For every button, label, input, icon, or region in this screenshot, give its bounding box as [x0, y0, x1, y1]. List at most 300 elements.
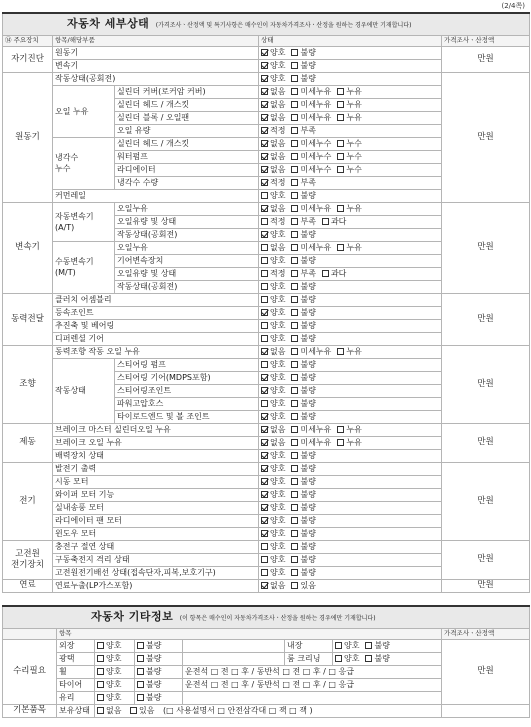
status-options[interactable] [259, 579, 442, 592]
checkbox-icon[interactable] [291, 244, 298, 251]
checked-checkbox-icon[interactable] [261, 101, 268, 108]
option-label: 미세누수 [300, 139, 332, 148]
checkbox-icon[interactable] [291, 166, 298, 173]
price-cell: 만원 [442, 540, 530, 579]
option-label: 불량 [300, 399, 316, 408]
option-label: 없음 [270, 425, 286, 434]
status-options[interactable] [259, 85, 442, 98]
price-other: 만원 [442, 639, 530, 704]
option-label: 양호 [270, 568, 286, 577]
status-options[interactable] [259, 280, 442, 293]
status-options[interactable] [259, 293, 442, 306]
item-label: 작동상태(공회전) [53, 72, 259, 85]
option-label: 없음 [270, 87, 286, 96]
option-label: 불량 [300, 516, 316, 525]
checkbox-icon[interactable] [291, 153, 298, 160]
checkbox-icon[interactable] [261, 361, 268, 368]
checkbox-icon[interactable] [291, 231, 298, 238]
checked-checkbox-icon[interactable] [261, 465, 268, 472]
header-device: ⑭ 주요장치 [3, 35, 53, 46]
checkbox-icon[interactable] [261, 283, 268, 290]
checkbox-icon[interactable] [261, 322, 268, 329]
option-label: 부족 [300, 178, 316, 187]
option-label: 누유 [346, 425, 362, 434]
room-cleaning-status[interactable]: 양호 불량 [333, 652, 442, 665]
checked-checkbox-icon[interactable] [261, 387, 268, 394]
option-label: 누유 [346, 100, 362, 109]
checked-checkbox-icon[interactable] [261, 426, 268, 433]
checkbox-icon[interactable] [291, 257, 298, 264]
option-label: 불량 [300, 308, 316, 317]
checkbox-icon[interactable] [335, 655, 342, 662]
item-label: 스티어링 펌프 [115, 358, 259, 371]
status-options[interactable] [259, 215, 442, 228]
option-label: 불량 [300, 503, 316, 512]
item-label: 냉각수 수량 [115, 176, 259, 189]
option-label: 적정 [270, 126, 286, 135]
checkbox-icon[interactable] [261, 270, 268, 277]
checked-checkbox-icon[interactable] [261, 530, 268, 537]
checkbox-icon[interactable] [291, 322, 298, 329]
checkbox-icon[interactable] [335, 642, 342, 649]
option-label: 양호 [270, 334, 286, 343]
checked-checkbox-icon[interactable] [261, 62, 268, 69]
checked-checkbox-icon[interactable] [261, 205, 268, 212]
table-row [3, 293, 530, 306]
checkbox-icon[interactable] [291, 179, 298, 186]
option-label: 미세누유 [300, 347, 332, 356]
table-row [3, 462, 530, 475]
checkbox-icon[interactable] [291, 439, 298, 446]
option-label: 누유 [346, 438, 362, 447]
checkbox-icon[interactable] [97, 642, 104, 649]
header-item2: 항목 [57, 628, 442, 639]
option-label: 양호 [270, 308, 286, 317]
item-label: 워터펌프 [115, 150, 259, 163]
checkbox-icon[interactable] [291, 413, 298, 420]
checkbox-icon[interactable] [337, 114, 344, 121]
option-label: 불량 [300, 191, 316, 200]
checkbox-icon[interactable] [322, 218, 329, 225]
wheel-position[interactable]: 운전석 □ 전 □ 후 / 동반석 □ 전 □ 후 / □ 응급 [183, 665, 442, 678]
checkbox-icon[interactable] [261, 556, 268, 563]
option-label: 불량 [300, 568, 316, 577]
checkbox-icon[interactable] [291, 452, 298, 459]
option-label: 양호 [270, 360, 286, 369]
tire-good[interactable]: 양호 [95, 678, 135, 691]
checked-checkbox-icon[interactable] [261, 49, 268, 56]
checkbox-icon[interactable] [337, 426, 344, 433]
checked-checkbox-icon[interactable] [261, 231, 268, 238]
option-label: 적정 [270, 178, 286, 187]
checked-checkbox-icon[interactable] [261, 75, 268, 82]
status-options[interactable] [259, 449, 442, 462]
wheel-good[interactable]: 양호 [95, 665, 135, 678]
item-label: 오일유량 및 상태 [115, 215, 259, 228]
device-category: 조향 [3, 345, 53, 423]
checked-checkbox-icon[interactable] [261, 114, 268, 121]
header-item: 항목/해당부품 [53, 35, 259, 46]
item-label: 오일누유 [115, 202, 259, 215]
header-blank [3, 628, 57, 639]
checkbox-icon[interactable] [291, 478, 298, 485]
status-options[interactable] [259, 540, 442, 553]
status-options[interactable] [259, 241, 442, 254]
checkbox-icon[interactable] [137, 655, 144, 662]
checkbox-icon[interactable] [291, 582, 298, 589]
header-price2: 가격조사ㆍ산정액 [442, 628, 530, 639]
option-label: 없음 [270, 438, 286, 447]
checkbox-icon[interactable] [137, 642, 144, 649]
status-options[interactable] [259, 371, 442, 384]
checkbox-icon[interactable] [97, 707, 104, 714]
option-label: 없음 [270, 243, 286, 252]
status-options[interactable] [259, 475, 442, 488]
option-label: 불량 [300, 542, 316, 551]
status-options[interactable] [259, 150, 442, 163]
option-label: 누수 [346, 152, 362, 161]
interior-status[interactable]: 양호 불량 [333, 639, 442, 652]
checkbox-icon[interactable] [291, 400, 298, 407]
checkbox-icon[interactable] [261, 257, 268, 264]
device-category: 고전원 전기장치 [3, 540, 53, 579]
status-options[interactable] [259, 501, 442, 514]
table-row [3, 423, 530, 436]
checkbox-icon[interactable] [291, 491, 298, 498]
status-options[interactable] [259, 124, 442, 137]
checked-checkbox-icon[interactable] [261, 179, 268, 186]
item-label: 실린더 헤드 / 개스킷 [115, 98, 259, 111]
option-label: 양호 [270, 555, 286, 564]
status-options[interactable] [259, 228, 442, 241]
tire-position[interactable]: 운전석 □ 전 □ 후 / 동반석 □ 전 □ 후 / □ 응급 [183, 678, 442, 691]
checkbox-icon[interactable] [291, 218, 298, 225]
checkbox-icon[interactable] [261, 244, 268, 251]
item-label: 추진축 및 베어링 [53, 319, 259, 332]
checkbox-icon[interactable] [291, 140, 298, 147]
status-options[interactable] [259, 163, 442, 176]
option-label: 양호 [270, 386, 286, 395]
checked-checkbox-icon[interactable] [261, 140, 268, 147]
status-options[interactable] [259, 514, 442, 527]
price-cell: 만원 [442, 423, 530, 462]
tire-bad[interactable]: 불량 [135, 678, 183, 691]
status-options[interactable] [259, 358, 442, 371]
checked-checkbox-icon[interactable] [261, 413, 268, 420]
checkbox-icon[interactable] [365, 655, 372, 662]
status-options[interactable] [259, 332, 442, 345]
option-label: 양호 [270, 230, 286, 239]
status-options[interactable] [259, 345, 442, 358]
checkbox-icon[interactable] [291, 387, 298, 394]
price-cell: 만원 [442, 72, 530, 202]
item-label: 구동축전지 격리 상태 [53, 553, 259, 566]
checkbox-icon[interactable] [291, 530, 298, 537]
option-label: 양호 [270, 48, 286, 57]
option-label: 불량 [300, 477, 316, 486]
checked-checkbox-icon[interactable] [261, 127, 268, 134]
status-options[interactable] [259, 98, 442, 111]
checkbox-icon[interactable] [337, 101, 344, 108]
checked-checkbox-icon[interactable] [261, 478, 268, 485]
status-options[interactable] [259, 306, 442, 319]
status-options[interactable] [259, 384, 442, 397]
option-label: 불량 [300, 412, 316, 421]
checkbox-icon[interactable] [291, 335, 298, 342]
option-label: 누유 [346, 113, 362, 122]
option-label: 누수 [346, 139, 362, 148]
checked-checkbox-icon[interactable] [261, 88, 268, 95]
status-options[interactable] [259, 59, 442, 72]
checkbox-icon[interactable] [365, 642, 372, 649]
checked-checkbox-icon[interactable] [261, 153, 268, 160]
item-label: 커먼레일 [53, 189, 259, 202]
option-label: 양호 [270, 191, 286, 200]
option-label: 없음 [270, 100, 286, 109]
checkbox-icon[interactable] [291, 270, 298, 277]
table-row [3, 540, 530, 553]
checkbox-icon[interactable] [291, 192, 298, 199]
checkbox-icon[interactable] [291, 504, 298, 511]
checkbox-icon[interactable] [137, 681, 144, 688]
status-options[interactable] [259, 254, 442, 267]
glass-good[interactable]: 양호 [95, 691, 135, 704]
option-label: 누유 [346, 204, 362, 213]
header-price: 가격조사ㆍ산정액 [442, 35, 530, 46]
device-category: 변속기 [3, 202, 53, 293]
option-label: 없음 [270, 113, 286, 122]
option-label: 없음 [270, 347, 286, 356]
checkbox-icon[interactable] [261, 400, 268, 407]
checkbox-icon[interactable] [291, 374, 298, 381]
checkbox-icon[interactable] [337, 244, 344, 251]
option-label: 양호 [270, 542, 286, 551]
checkbox-icon[interactable] [337, 205, 344, 212]
checkbox-icon[interactable] [337, 153, 344, 160]
checkbox-icon[interactable] [97, 681, 104, 688]
checked-checkbox-icon[interactable] [261, 166, 268, 173]
basic-label: 기본품목 [3, 704, 57, 717]
checkbox-icon[interactable] [291, 62, 298, 69]
checkbox-icon[interactable] [261, 192, 268, 199]
checkbox-icon[interactable] [261, 296, 268, 303]
item-label: 와이퍼 모터 기능 [53, 488, 259, 501]
option-label: 있음 [300, 581, 316, 590]
checkbox-icon[interactable] [291, 309, 298, 316]
checkbox-icon[interactable] [291, 296, 298, 303]
item-label: 충전구 절연 상태 [53, 540, 259, 553]
option-label: 미세누유 [300, 243, 332, 252]
option-label: 없음 [270, 581, 286, 590]
option-label: 불량 [300, 74, 316, 83]
option-label: 미세누유 [300, 438, 332, 447]
checkbox-icon[interactable] [291, 465, 298, 472]
item-interior: 내장 [285, 639, 333, 652]
section2-title-bar [3, 606, 530, 628]
checkbox-icon[interactable] [291, 283, 298, 290]
table-row [3, 579, 530, 592]
checkbox-icon[interactable] [291, 569, 298, 576]
checkbox-icon[interactable] [137, 694, 144, 701]
checkbox-icon[interactable] [337, 439, 344, 446]
checkbox-icon[interactable] [291, 517, 298, 524]
option-label: 불량 [300, 490, 316, 499]
price-cell: 만원 [442, 293, 530, 345]
repair-label: 수리필요 [3, 639, 57, 704]
detail-status-table [2, 12, 530, 593]
checked-checkbox-icon[interactable] [261, 374, 268, 381]
checkbox-icon[interactable] [322, 270, 329, 277]
checkbox-icon[interactable] [291, 426, 298, 433]
item-label: 배력장치 상태 [53, 449, 259, 462]
checkbox-icon[interactable] [291, 205, 298, 212]
exterior-bad[interactable]: 불량 [135, 639, 183, 652]
checkbox-icon[interactable] [291, 543, 298, 550]
status-options[interactable] [259, 566, 442, 579]
option-label: 양호 [270, 412, 286, 421]
wheel-bad[interactable]: 불량 [135, 665, 183, 678]
status-options[interactable] [259, 267, 442, 280]
item-room-cleaning: 룸 크리닝 [285, 652, 333, 665]
status-options[interactable] [259, 319, 442, 332]
status-options[interactable] [259, 436, 442, 449]
option-label: 양호 [270, 282, 286, 291]
status-options[interactable] [259, 189, 442, 202]
option-label: 누수 [346, 165, 362, 174]
device-category: 제동 [3, 423, 53, 462]
checked-checkbox-icon[interactable] [261, 348, 268, 355]
item-label: 연료누출(LP가스포함) [53, 579, 259, 592]
option-label: 과다 [330, 217, 347, 226]
sub-group: 작동상태 [53, 358, 115, 423]
option-label: 미세누수 [300, 152, 332, 161]
price-cell: 만원 [442, 202, 530, 293]
basic-status[interactable]: 없음 있음 (□ 사용설명서 □ 안전삼각대 □ 잭 □ 잭 ) [95, 704, 442, 717]
section2-note: (이 항목은 매수인이 자동차가격조사ㆍ산정을 원하는 경우에만 기재합니다) [179, 614, 376, 622]
option-label: 미세누유 [300, 100, 332, 109]
checkbox-icon[interactable] [291, 101, 298, 108]
checkbox-icon[interactable] [97, 655, 104, 662]
checkbox-icon[interactable] [291, 361, 298, 368]
checkbox-icon[interactable] [291, 348, 298, 355]
checked-checkbox-icon[interactable] [261, 309, 268, 316]
item-label: 브레이크 오일 누유 [53, 436, 259, 449]
status-options[interactable] [259, 462, 442, 475]
checkbox-icon[interactable] [291, 114, 298, 121]
table-row [3, 202, 530, 215]
checked-checkbox-icon[interactable] [261, 452, 268, 459]
option-label: 양호 [270, 490, 286, 499]
checkbox-icon[interactable] [261, 543, 268, 550]
status-options[interactable] [259, 72, 442, 85]
checkbox-icon[interactable] [97, 694, 104, 701]
item-glass: 유리 [57, 691, 95, 704]
option-label: 양호 [270, 321, 286, 330]
polish-good[interactable]: 양호 [95, 652, 135, 665]
option-label: 없음 [270, 204, 286, 213]
polish-bad[interactable]: 불량 [135, 652, 183, 665]
exterior-good[interactable]: 양호 [95, 639, 135, 652]
option-label: 없음 [270, 152, 286, 161]
status-options[interactable] [259, 46, 442, 59]
checked-checkbox-icon[interactable] [261, 439, 268, 446]
status-options[interactable] [259, 488, 442, 501]
option-label: 적정 [270, 217, 286, 226]
checkbox-icon[interactable] [291, 49, 298, 56]
item-label: 스티어링 기어(MDPS포함) [115, 371, 259, 384]
section2-title: 자동차 기타정보 [91, 609, 174, 623]
item-label: 작동상태(공회전) [115, 280, 259, 293]
checkbox-icon[interactable] [137, 668, 144, 675]
checked-checkbox-icon[interactable] [261, 504, 268, 511]
checkbox-icon[interactable] [291, 556, 298, 563]
item-label: 오일 유량 [115, 124, 259, 137]
item-wheel: 휠 [57, 665, 95, 678]
checkbox-icon[interactable] [291, 75, 298, 82]
checkbox-icon[interactable] [261, 335, 268, 342]
table-row [3, 46, 530, 59]
checkbox-icon[interactable] [261, 569, 268, 576]
status-options[interactable] [259, 137, 442, 150]
price-cell: 만원 [442, 345, 530, 423]
status-options[interactable] [259, 423, 442, 436]
status-options[interactable] [259, 397, 442, 410]
checkbox-icon[interactable] [97, 668, 104, 675]
item-label: 시동 모터 [53, 475, 259, 488]
price-basic [442, 704, 530, 717]
status-options[interactable] [259, 202, 442, 215]
checkbox-icon[interactable] [291, 88, 298, 95]
item-label: 고전원전기배선 상태(접속단자,피복,보호기구) [53, 566, 259, 579]
checkbox-icon[interactable] [337, 166, 344, 173]
status-options[interactable] [259, 111, 442, 124]
option-label: 누유 [346, 347, 362, 356]
section1-note: (가격조사ㆍ산정액 및 특기사항은 매수인이 자동차가격조사ㆍ산정을 원하는 경우에만 기재합니다) [155, 21, 412, 29]
item-label: 오일유량 및 상태 [115, 267, 259, 280]
item-label: 실내송풍 모터 [53, 501, 259, 514]
status-options[interactable] [259, 176, 442, 189]
option-label: 불량 [300, 464, 316, 473]
glass-bad[interactable]: 불량 [135, 691, 183, 704]
option-label: 불량 [300, 256, 316, 265]
checkbox-icon[interactable] [291, 127, 298, 134]
checkbox-icon[interactable] [130, 707, 137, 714]
option-label: 양호 [270, 61, 286, 70]
checkbox-icon[interactable] [261, 218, 268, 225]
device-category: 자기진단 [3, 46, 53, 72]
option-label: 과다 [330, 269, 347, 278]
checkbox-icon[interactable] [337, 140, 344, 147]
item-label: 파워고압호스 [115, 397, 259, 410]
status-options[interactable] [259, 553, 442, 566]
item-label: 라디에이터 [115, 163, 259, 176]
checked-checkbox-icon[interactable] [261, 491, 268, 498]
status-options[interactable] [259, 410, 442, 423]
item-label: 디퍼렌셜 기어 [53, 332, 259, 345]
checked-checkbox-icon[interactable] [261, 582, 268, 589]
checked-checkbox-icon[interactable] [261, 517, 268, 524]
section1-title: 자동차 세부상태 [67, 16, 150, 30]
option-label: 불량 [300, 282, 316, 291]
option-label: 불량 [300, 373, 316, 382]
option-label: 미세누유 [300, 87, 332, 96]
checkbox-icon[interactable] [337, 88, 344, 95]
option-label: 누유 [346, 243, 362, 252]
item-label: 실린더 헤드 / 개스킷 [115, 137, 259, 150]
checkbox-icon[interactable] [337, 348, 344, 355]
status-options[interactable] [259, 527, 442, 540]
option-label: 적정 [270, 269, 286, 278]
